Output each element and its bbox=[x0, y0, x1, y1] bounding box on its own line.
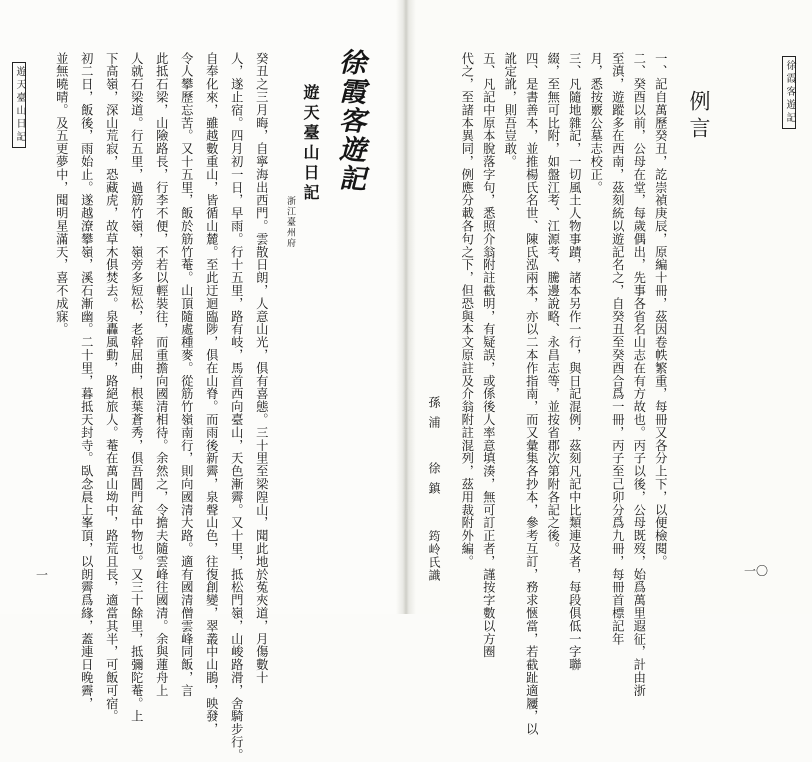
right-text-column: 三、凡隨地雜記，一切風土人物事蹟，諸本另作一行，與日記混例，茲刻凡記中比類連及者，每段俱低一字聯 bbox=[567, 52, 582, 672]
right-text-column: 五、凡記中原本脫落字句，悉照介翁附註截明，有疑誤，或係後人率意填湊，無可訂正者，謹按字數以方圈 bbox=[481, 52, 496, 659]
author-signature: 筠岭氏識 bbox=[427, 530, 441, 582]
right-text-column: 代之，至諸本異同，例應分載各句之下，但恐與本文原註及介翁附註混列，茲用裁附外編。 bbox=[459, 52, 474, 568]
left-text-column: 人，遂止宿。四月初一日，早雨。行十五里，路有岐，馬首西向臺山，天色漸霽。又十里，抵松門嶺，山峻路滑，舍騎步行。 bbox=[229, 52, 244, 762]
right-text-column: 一、記自萬歷癸丑，訖崇禎庚辰，原編十冊，茲因卷帙繁重，每冊又各分上下，以便檢閱。 bbox=[653, 52, 668, 568]
diary-subtitle: 浙江臺州府 bbox=[285, 196, 295, 249]
section-title: 例言 bbox=[687, 90, 711, 144]
right-text-column: 月，悉按覈公墓志校正。 bbox=[588, 52, 603, 194]
left-text-column: 癸丑之三月晦，自寧海出西門。雲散日朗，人意山光，俱有喜態。三十里至梁隍山，聞此地於菟夾道，月傷數十 bbox=[254, 52, 269, 685]
book-gutter bbox=[396, 0, 416, 614]
right-text-column: 四、是書善本，並推楊氏名世、陳氏泓兩本，亦以二本作指南，而又彙集各抄本，參考互訂，務求愜當，若截趾適屨，以 bbox=[524, 52, 539, 736]
right-text-column: 二、癸酉以前，公母在堂，每歲偶出，先事各省名山志在有方故也。丙子以後，公母既歿，始爲萬里遐征，計由浙 bbox=[631, 52, 646, 697]
calligraphy-title: 徐霞客遊記 bbox=[334, 46, 365, 195]
left-text-column: 人就石梁道。行五里，過筋竹嶺，嶺旁多短松，老幹屈曲，根葉蒼秀，俱吾閶門盆中物也。又三十餘里，抵彌陀菴。上 bbox=[129, 52, 144, 723]
right-text-column: 綴，至無可比附，如盤江考、江源考、騰邊說略、永昌志等，並按省郡次第附各記之後。 bbox=[545, 52, 560, 556]
author-place: 孫浦 bbox=[427, 396, 441, 436]
diary-title: 遊天臺山日記 bbox=[301, 84, 320, 204]
left-text-column: 下高嶺，深山荒寂，恐藏虎，故草木俱焚去。泉轟風動，路絕旅人。菴在萬山坳中，路荒且長，適當其半，可飯可宿。 bbox=[104, 52, 119, 723]
left-page-number: 一 bbox=[36, 568, 49, 582]
left-text-column: 初二日，飯後，雨始止。遂越潦攀嶺，溪石漸幽。二十里，暮抵天封寺。臥念晨上峯頂，以朗霽爲緣，蓋連日晚霽， bbox=[79, 52, 94, 710]
left-text-column: 自奉化來，雖越數重山，皆循山麓。至此迂迴臨陟，俱在山脊。而雨後新霽，泉聲山色，往復創變，翠叢中山鵑，映發， bbox=[204, 52, 219, 736]
right-page-number: 一〇 bbox=[744, 564, 769, 578]
left-text-column: 此抵石梁，山險路長，行李不便，不若以輕裝往，而重擔向國清相待。余然之，令擔夫隨雲峰往國清。余與蓮舟上 bbox=[154, 52, 169, 697]
author-name: 徐鎮 bbox=[427, 462, 441, 502]
left-running-head: 遊天臺山日記 bbox=[12, 62, 26, 148]
right-text-column: 至滇，遊蹤多在西南，茲刻統以遊記名之，自癸丑至癸酉合爲一冊，丙子至己卯分爲九冊，每冊首標記年 bbox=[610, 52, 625, 646]
left-text-column: 並無曉晴。及五更夢中，聞明星滿天，喜不成寐。 bbox=[54, 52, 69, 336]
left-text-column: 令人攀歷忘苦。又十五里，飯於筋竹菴。山頂隨處種麥。從筋竹嶺南行，則向國清大路。適有國清僧雲峰同飯，言 bbox=[179, 52, 194, 697]
right-text-column: 訛定訛，則吾豈敢。 bbox=[502, 52, 517, 169]
right-running-head: 徐霞客遊記 bbox=[782, 56, 796, 129]
